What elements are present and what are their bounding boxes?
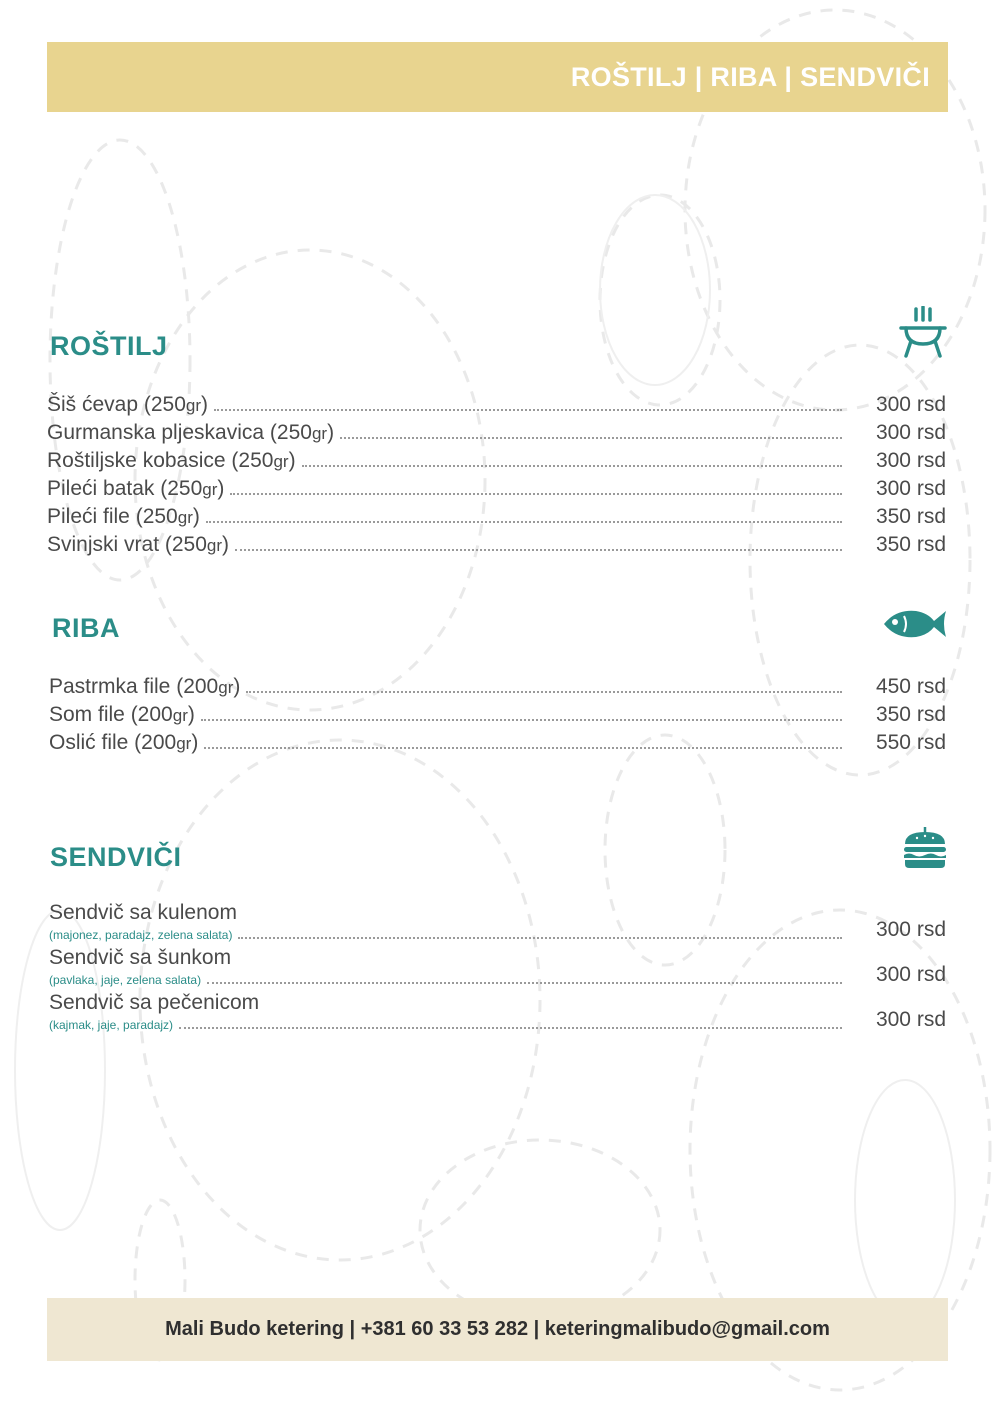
menu-item (47, 389, 946, 417)
menu-item (49, 727, 946, 755)
item-price: 300 rsd (875, 963, 946, 986)
item-price: 300 rsd (875, 477, 946, 500)
item-price: 300 rsd (875, 421, 946, 444)
menu-item (47, 529, 946, 557)
menu-item (49, 991, 946, 1037)
item-description: (majonez, paradajz, zelena salata) (49, 928, 233, 942)
footer-bar (47, 1298, 948, 1361)
header-bar (47, 42, 948, 112)
item-name: Svinjski vrat (250gr) (47, 533, 230, 556)
dot-leader (201, 719, 842, 721)
dot-leader (179, 1027, 842, 1029)
item-price: 350 rsd (875, 703, 946, 726)
item-name: Som file (200gr) (49, 703, 195, 726)
menu-item (49, 946, 946, 992)
footer-contact: Mali Budo ketering | +381 60 33 53 282 | keteringmalibudo@gmail.com (165, 1318, 830, 1340)
menu-item (49, 901, 946, 947)
menu-item (47, 473, 946, 501)
dot-leader (235, 549, 842, 551)
item-price: 450 rsd (875, 675, 946, 698)
menu-item (47, 417, 946, 445)
item-price: 300 rsd (875, 918, 946, 941)
item-price: 350 rsd (875, 505, 946, 528)
dot-leader (206, 521, 842, 523)
item-name: Sendvič sa šunkom (49, 946, 232, 969)
item-name: Šiš ćevap (250gr) (47, 393, 209, 416)
item-price: 300 rsd (875, 1008, 946, 1031)
page-title: ROŠTILJ | RIBA | SENDVIČI (570, 62, 930, 92)
menu-item (49, 671, 946, 699)
menu-item (47, 501, 946, 529)
section-title-riba: RIBA (52, 613, 120, 643)
dot-leader (230, 493, 842, 495)
menu-item (49, 699, 946, 727)
item-description: (kajmak, jaje, paradajz) (49, 1018, 174, 1032)
dot-leader (207, 982, 842, 984)
item-price: 300 rsd (875, 449, 946, 472)
item-description: (pavlaka, jaje, zelena salata) (49, 973, 202, 987)
item-name: Sendvič sa kulenom (49, 901, 237, 924)
dot-leader (246, 691, 842, 693)
item-price: 550 rsd (875, 731, 946, 754)
item-name: Sendvič sa pečenicom (49, 991, 260, 1014)
item-name: Gurmanska pljeskavica (250gr) (47, 421, 335, 444)
dot-leader (214, 409, 842, 411)
item-name: Pastrmka file (200gr) (49, 675, 241, 698)
item-name: Pileći file (250gr) (47, 505, 200, 528)
item-price: 350 rsd (875, 533, 946, 556)
dot-leader (238, 937, 842, 939)
section-title-sendvici: SENDVIČI (50, 842, 182, 872)
item-name: Oslić file (200gr) (49, 731, 199, 754)
item-price: 300 rsd (875, 393, 946, 416)
item-name: Pileći batak (250gr) (47, 477, 225, 500)
burger-icon (903, 827, 947, 869)
dot-leader (204, 747, 842, 749)
grill-icon (898, 306, 948, 358)
dot-leader (340, 437, 842, 439)
dot-leader (302, 465, 842, 467)
fish-icon (882, 607, 948, 641)
section-title-rostilj: ROŠTILJ (50, 331, 168, 361)
item-name: Roštiljske kobasice (250gr) (47, 449, 296, 472)
menu-item (47, 445, 946, 473)
